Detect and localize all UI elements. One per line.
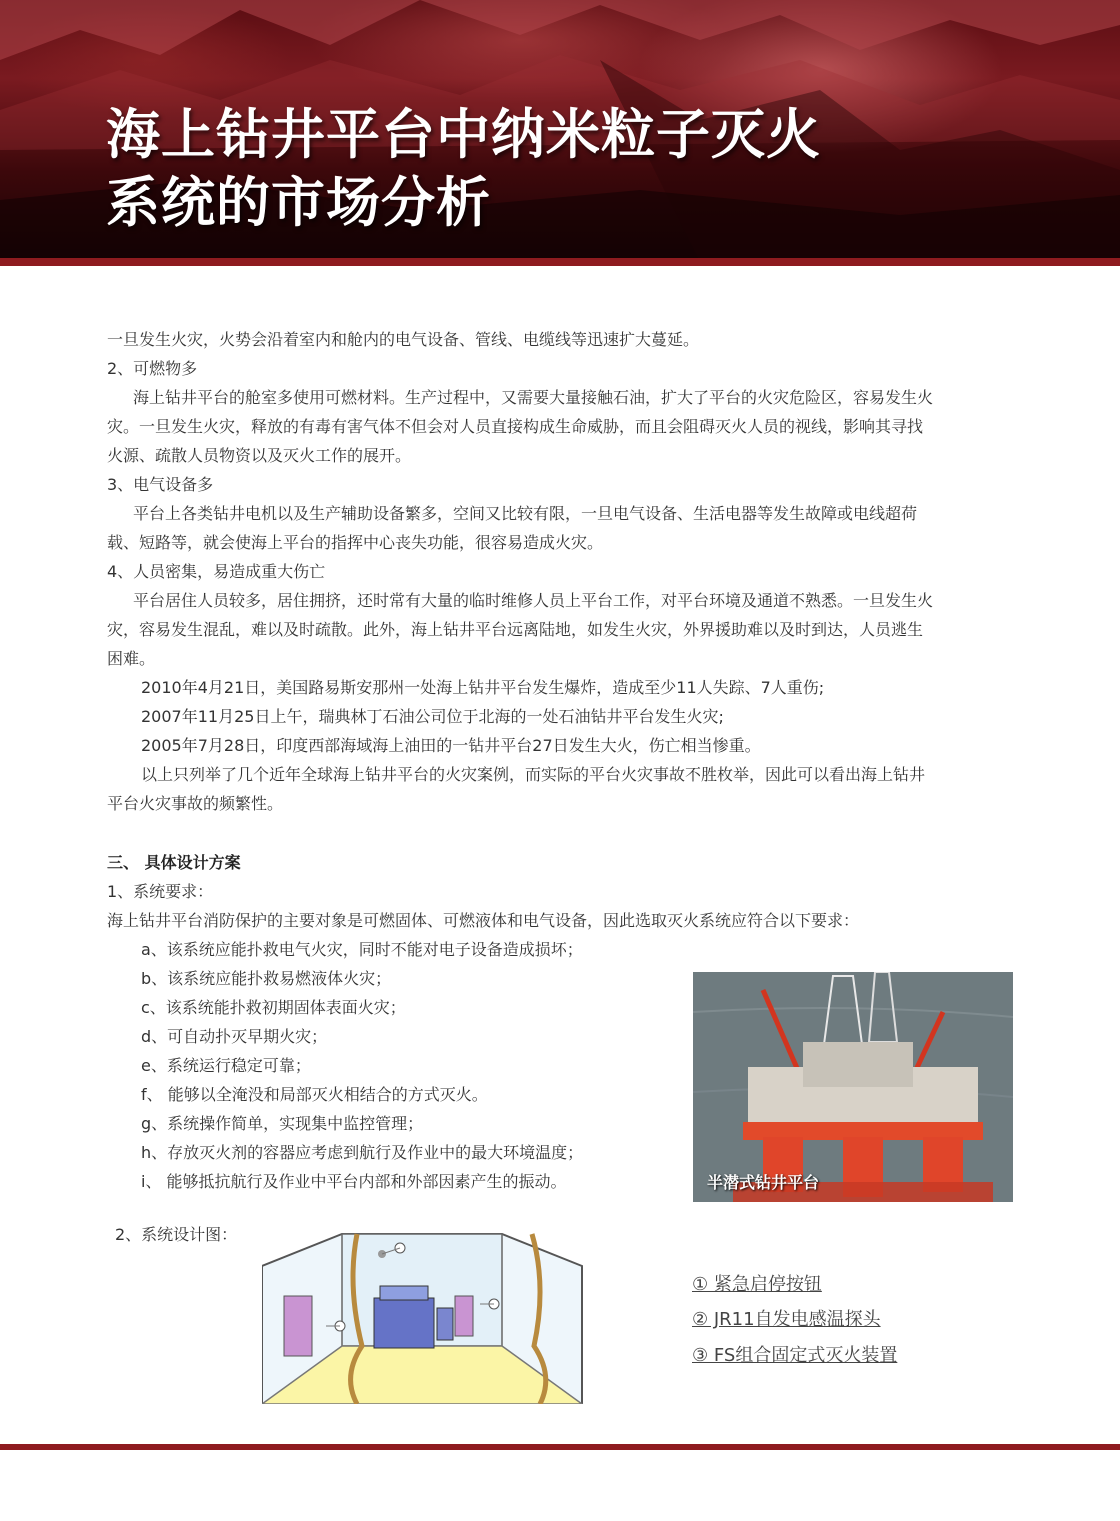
legend-temperature-probe: ② JR11自发电感温探头 [692, 1309, 881, 1330]
header-banner [0, 0, 1120, 262]
requirement-item: b、该系统应能扑救易燃液体火灾； [141, 969, 392, 988]
subheading-combustibles: 2、可燃物多 [107, 359, 198, 378]
requirement-item: c、该系统能扑救初期固体表面火灾； [141, 998, 406, 1017]
subheading-electrical: 3、电气设备多 [107, 475, 214, 494]
subheading-requirements: 1、系统要求： [107, 882, 214, 901]
photo-caption: 半潜式钻井平台 [707, 1173, 820, 1192]
paragraph-line: 灾，容易发生混乱，难以及时疏散。此外，海上钻井平台远离陆地，如发生火灾，外界援助难以及时到达，人员逃生 [107, 620, 924, 639]
requirement-item: h、存放灭火剂的容器应考虑到航行及作业中的最大环境温度； [141, 1143, 584, 1162]
paragraph-line: 平台上各类钻井电机以及生产辅助设备繁多，空间又比较有限，一旦电气设备、生活电器等发生故障或电线超荷 [133, 504, 918, 523]
subheading-diagram: 2、系统设计图： [115, 1225, 238, 1244]
paragraph-line: 平台火灾事故的频繁性。 [107, 794, 284, 813]
legend-fire-extinguisher-unit: ③ FS组合固定式灭火装置 [692, 1345, 898, 1366]
paragraph-line: 困难。 [107, 649, 156, 668]
paragraph-line: 火源、疏散人员物资以及灭火工作的展开。 [107, 446, 412, 465]
incident-line: 2010年4月21日，美国路易斯安那州一处海上钻井平台发生爆炸，造成至少11人失踪、7人重伤; [141, 678, 825, 697]
page-title-line2: 系统的市场分析 [106, 171, 491, 234]
requirement-item: i、 能够抵抗航行及作业中平台内部和外部因素产生的振动。 [141, 1172, 567, 1191]
subheading-personnel: 4、人员密集，易造成重大伤亡 [107, 562, 326, 581]
paragraph-line: 灾。一旦发生火灾，释放的有毒有害气体不但会对人员直接构成生命威胁，而且会阻碍灭火人员的视线，影响其寻找 [107, 417, 924, 436]
requirement-item: e、系统运行稳定可靠； [141, 1056, 311, 1075]
paragraph-line: 以上只列举了几个近年全球海上钻井平台的火灾案例，而实际的平台火灾事故不胜枚举，因此可以看出海上钻井 [141, 765, 926, 784]
page-title-line1: 海上钻井平台中纳米粒子灭火 [106, 103, 821, 166]
section-heading: 三、 具体设计方案 [107, 853, 241, 872]
incident-line: 2005年7月28日，印度西部海域海上油田的一钻井平台27日发生大火，伤亡相当惨重。 [141, 736, 761, 755]
footer-divider [0, 1444, 1120, 1450]
paragraph-line: 载、短路等，就会使海上平台的指挥中心丧失功能，很容易造成火灾。 [107, 533, 604, 552]
header-divider [0, 258, 1120, 266]
drilling-platform-photo [693, 972, 1013, 1202]
requirement-item: a、该系统应能扑救电气火灾，同时不能对电子设备造成损坏； [141, 940, 583, 959]
paragraph-line: 平台居住人员较多，居住拥挤，还时常有大量的临时维修人员上平台工作，对平台环境及通道不熟悉。一旦发生火 [133, 591, 934, 610]
incident-line: 2007年11月25日上午，瑞典林丁石油公司位于北海的一处石油钻井平台发生火灾; [141, 707, 724, 726]
system-design-diagram [262, 1226, 584, 1404]
paragraph-line: 一旦发生火灾，火势会沿着室内和舱内的电气设备、管线、电缆线等迅速扩大蔓延。 [107, 330, 700, 349]
platform-illustration [693, 972, 1013, 1202]
requirement-item: g、系统操作简单，实现集中监控管理； [141, 1114, 424, 1133]
legend-emergency-button: ① 紧急启停按钮 [692, 1274, 822, 1295]
requirements-intro: 海上钻井平台消防保护的主要对象是可燃固体、可燃液体和电气设备，因此选取灭火系统应符合以下要求： [107, 911, 860, 930]
requirement-item: d、可自动扑灭早期火灾； [141, 1027, 328, 1046]
requirement-item: f、 能够以全淹没和局部灭火相结合的方式灭火。 [141, 1085, 488, 1104]
paragraph-line: 海上钻井平台的舱室多使用可燃材料。生产过程中，又需要大量接触石油，扩大了平台的火灾危险区，容易发生火 [133, 388, 934, 407]
